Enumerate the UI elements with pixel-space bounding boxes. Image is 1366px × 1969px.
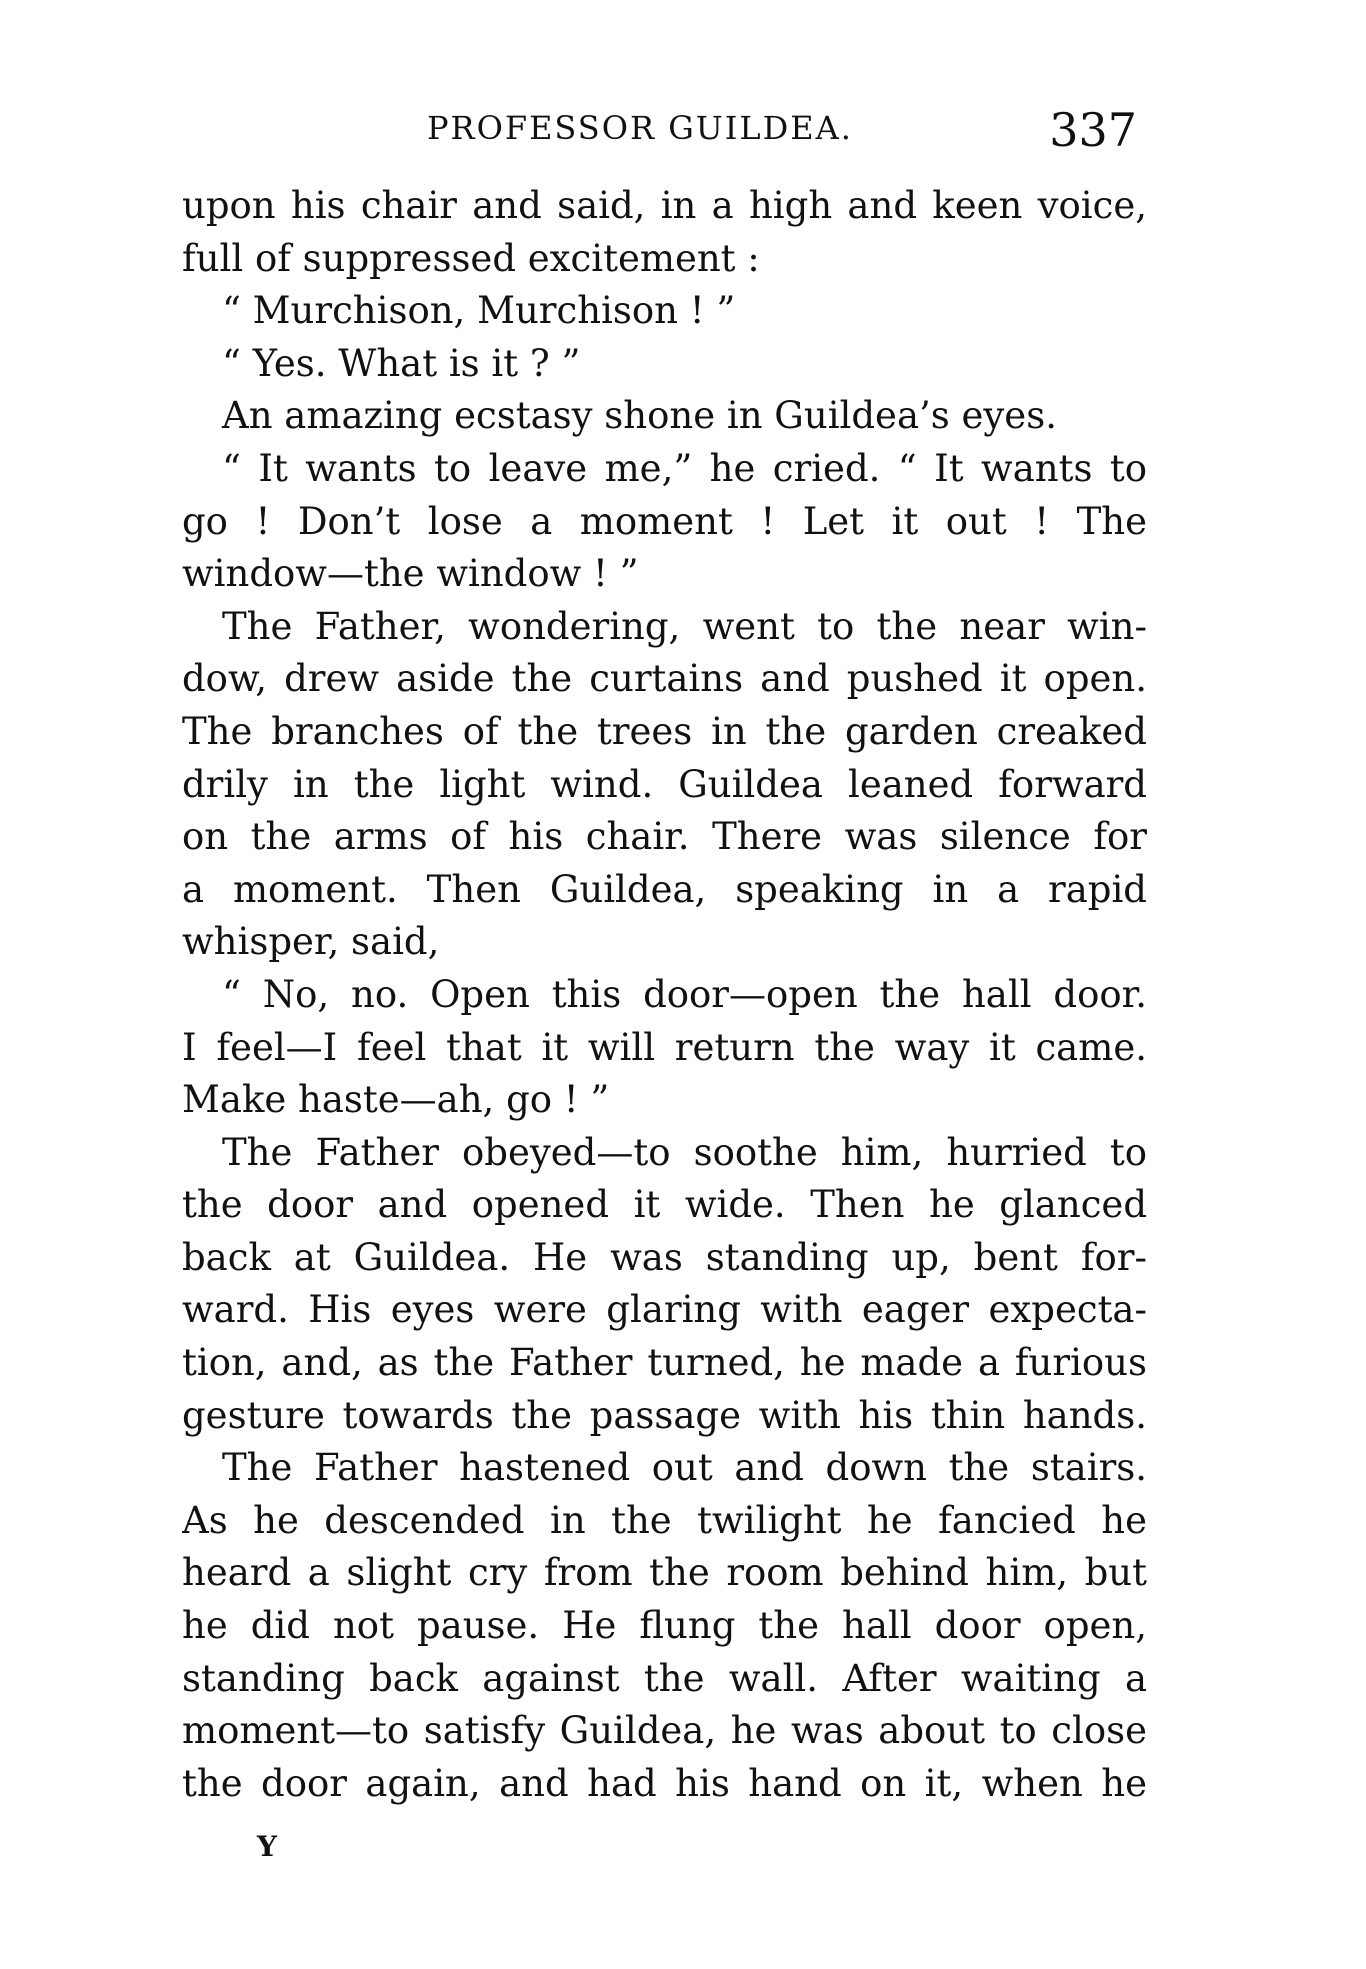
text-line: standing back against the wall. After waiting a: [182, 1656, 1147, 1700]
text-line: dow, drew aside the curtains and pushed it open.: [182, 657, 1147, 701]
text-line: moment—to satisfy Guildea, he was about to close: [182, 1709, 1147, 1753]
text-line: the door and opened it wide. Then he glanced: [182, 1183, 1147, 1227]
text-line: An amazing ecstasy shone in Guildea’s eyes.: [222, 394, 1057, 438]
text-line: on the arms of his chair. There was silence for: [182, 815, 1147, 859]
text-line: ward. His eyes were glaring with eager expecta-: [182, 1288, 1147, 1332]
text-line: The branches of the trees in the garden creaked: [182, 709, 1147, 753]
text-line: Make haste—ah, go ! ”: [182, 1078, 610, 1122]
text-line: back at Guildea. He was standing up, bent for-: [182, 1235, 1147, 1279]
text-line: window—the window ! ”: [182, 552, 639, 596]
text-line: the door again, and had his hand on it, when he: [182, 1761, 1147, 1805]
text-line: tion, and, as the Father turned, he made a furious: [182, 1341, 1147, 1385]
text-line: “ Yes. What is it ? ”: [222, 341, 581, 385]
text-line: gesture towards the passage with his thin hands.: [182, 1393, 1147, 1437]
text-line: “ It wants to leave me,” he cried. “ It wants to: [222, 446, 1147, 490]
text-line: he did not pause. He flung the hall door open,: [182, 1604, 1147, 1648]
text-line: “ No, no. Open this door—open the hall door.: [222, 972, 1147, 1016]
text-line: upon his chair and said, in a high and keen voice,: [182, 184, 1147, 227]
text-line: drily in the light wind. Guildea leaned forward: [182, 762, 1147, 806]
text-line: As he descended in the twilight he fancied he: [182, 1498, 1147, 1542]
text-line: whisper, said,: [182, 920, 440, 964]
text-line: a moment. Then Guildea, speaking in a rapid: [182, 867, 1147, 911]
page-header: [182, 103, 1147, 168]
page-number: 337: [1049, 103, 1137, 157]
text-line: I feel—I feel that it will return the way it came.: [182, 1025, 1147, 1069]
body-text: [182, 180, 1147, 1810]
running-head: PROFESSOR GUILDEA.: [427, 109, 853, 147]
text-line: full of suppressed excitement :: [182, 236, 760, 280]
signature-mark: Y: [257, 1830, 277, 1863]
text-line: “ Murchison, Murchison ! ”: [222, 289, 736, 333]
text-line: The Father hastened out and down the stairs.: [222, 1446, 1147, 1490]
text-line: The Father obeyed—to soothe him, hurried to: [222, 1130, 1147, 1174]
text-line: The Father, wondering, went to the near win-: [222, 604, 1147, 648]
text-line: go ! Don’t lose a moment ! Let it out ! The: [182, 499, 1147, 543]
text-line: heard a slight cry from the room behind him, but: [182, 1551, 1147, 1595]
